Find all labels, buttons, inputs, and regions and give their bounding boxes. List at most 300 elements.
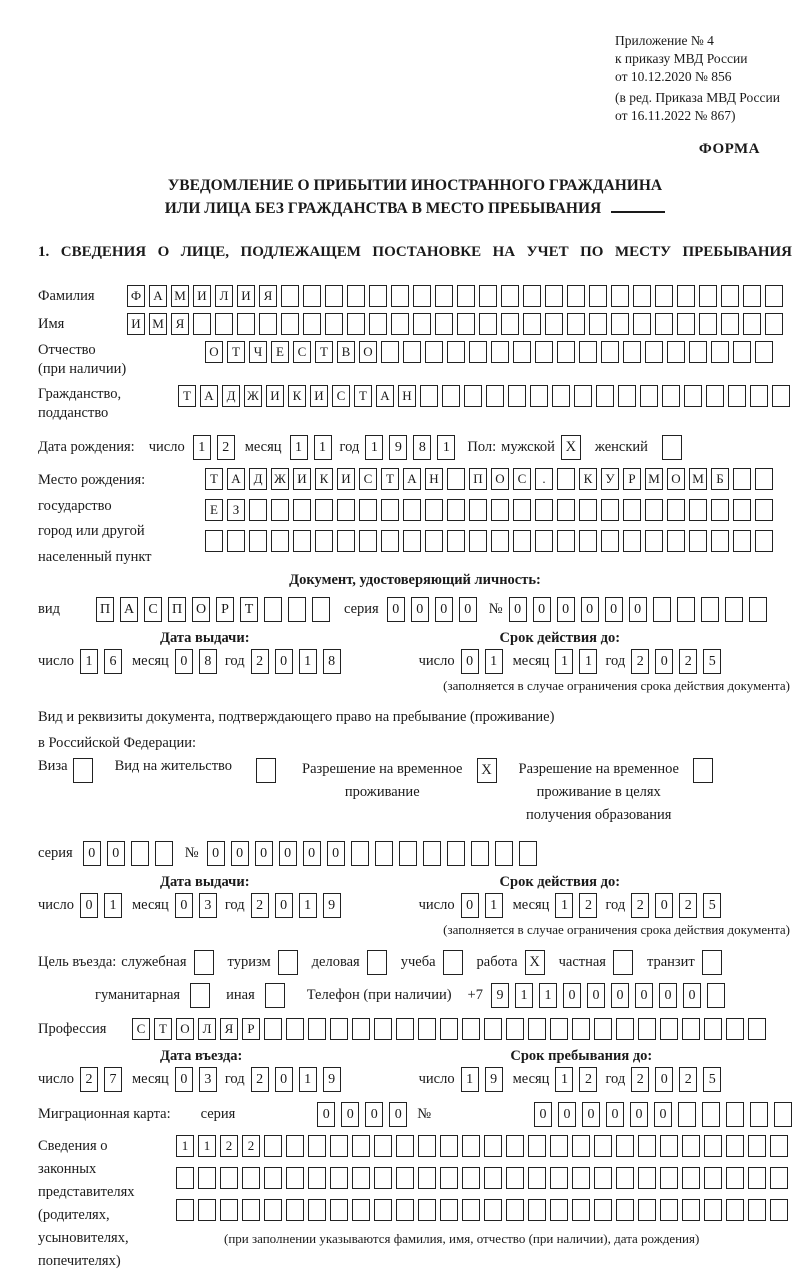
char-cell[interactable] xyxy=(638,1018,656,1040)
char-cell[interactable] xyxy=(396,1199,414,1221)
char-cell[interactable]: 9 xyxy=(323,1067,341,1092)
char-cell[interactable]: 0 xyxy=(231,841,249,866)
char-cell[interactable]: Т xyxy=(315,341,333,363)
char-cell[interactable] xyxy=(523,285,541,307)
char-cell[interactable]: И xyxy=(337,468,355,490)
char-cell[interactable] xyxy=(435,313,453,335)
purpose-business-checkbox[interactable] xyxy=(367,950,387,975)
char-cell[interactable]: 1 xyxy=(579,649,597,674)
char-cell[interactable] xyxy=(308,1018,326,1040)
char-cell[interactable] xyxy=(755,468,773,490)
char-cell[interactable]: 1 xyxy=(104,893,122,918)
char-cell[interactable] xyxy=(286,1018,304,1040)
visa-checkbox[interactable] xyxy=(73,758,93,783)
char-cell[interactable]: 0 xyxy=(563,983,581,1008)
char-cell[interactable] xyxy=(491,499,509,521)
char-cell[interactable]: 1 xyxy=(299,893,317,918)
char-cell[interactable] xyxy=(484,1167,502,1189)
char-cell[interactable]: С xyxy=(293,341,311,363)
char-cell[interactable] xyxy=(623,341,641,363)
char-cell[interactable]: А xyxy=(227,468,245,490)
char-cell[interactable] xyxy=(352,1199,370,1221)
char-cell[interactable] xyxy=(660,1135,678,1157)
char-cell[interactable]: И xyxy=(310,385,328,407)
char-cell[interactable]: Т xyxy=(178,385,196,407)
char-cell[interactable] xyxy=(579,530,597,552)
residence-permit-checkbox[interactable] xyxy=(256,758,276,783)
char-cell[interactable] xyxy=(469,341,487,363)
char-cell[interactable] xyxy=(155,841,173,866)
char-cell[interactable] xyxy=(418,1199,436,1221)
char-cell[interactable] xyxy=(596,385,614,407)
char-cell[interactable] xyxy=(440,1167,458,1189)
char-cell[interactable]: 1 xyxy=(299,649,317,674)
char-cell[interactable] xyxy=(374,1167,392,1189)
char-cell[interactable] xyxy=(413,285,431,307)
char-cell[interactable] xyxy=(447,341,465,363)
char-cell[interactable]: 0 xyxy=(655,893,673,918)
char-cell[interactable] xyxy=(425,341,443,363)
char-cell[interactable] xyxy=(684,385,702,407)
char-cell[interactable] xyxy=(506,1167,524,1189)
char-cell[interactable] xyxy=(611,313,629,335)
purpose-official-checkbox[interactable] xyxy=(194,950,214,975)
char-cell[interactable] xyxy=(594,1135,612,1157)
char-cell[interactable] xyxy=(418,1135,436,1157)
char-cell[interactable]: 5 xyxy=(703,893,721,918)
char-cell[interactable] xyxy=(677,285,695,307)
char-cell[interactable] xyxy=(770,1135,788,1157)
char-cell[interactable]: К xyxy=(315,468,333,490)
char-cell[interactable]: И xyxy=(127,313,145,335)
char-cell[interactable]: 2 xyxy=(679,1067,697,1092)
char-cell[interactable]: 0 xyxy=(558,1102,576,1127)
char-cell[interactable]: С xyxy=(144,597,162,622)
char-cell[interactable] xyxy=(375,841,393,866)
char-cell[interactable] xyxy=(403,530,421,552)
char-cell[interactable] xyxy=(495,841,513,866)
char-cell[interactable] xyxy=(667,530,685,552)
char-cell[interactable]: М xyxy=(149,313,167,335)
char-cell[interactable]: 1 xyxy=(198,1135,216,1157)
char-cell[interactable] xyxy=(286,1167,304,1189)
char-cell[interactable] xyxy=(653,597,671,622)
char-cell[interactable] xyxy=(749,597,767,622)
char-cell[interactable] xyxy=(491,341,509,363)
char-cell[interactable] xyxy=(711,341,729,363)
char-cell[interactable] xyxy=(484,1199,502,1221)
char-cell[interactable] xyxy=(702,1102,720,1127)
char-cell[interactable] xyxy=(660,1018,678,1040)
char-cell[interactable] xyxy=(748,1135,766,1157)
char-cell[interactable] xyxy=(706,385,724,407)
char-cell[interactable] xyxy=(403,341,421,363)
char-cell[interactable] xyxy=(381,499,399,521)
char-cell[interactable] xyxy=(506,1018,524,1040)
char-cell[interactable] xyxy=(557,341,575,363)
char-cell[interactable] xyxy=(750,385,768,407)
char-cell[interactable]: Т xyxy=(381,468,399,490)
char-cell[interactable] xyxy=(601,530,619,552)
char-cell[interactable] xyxy=(227,530,245,552)
char-cell[interactable]: 0 xyxy=(80,893,98,918)
char-cell[interactable]: Ж xyxy=(244,385,262,407)
char-cell[interactable]: 0 xyxy=(635,983,653,1008)
char-cell[interactable] xyxy=(633,313,651,335)
char-cell[interactable]: 0 xyxy=(461,649,479,674)
char-cell[interactable]: 0 xyxy=(435,597,453,622)
char-cell[interactable]: 0 xyxy=(655,649,673,674)
char-cell[interactable] xyxy=(469,499,487,521)
char-cell[interactable]: 0 xyxy=(534,1102,552,1127)
char-cell[interactable] xyxy=(699,285,717,307)
char-cell[interactable]: 1 xyxy=(461,1067,479,1092)
char-cell[interactable] xyxy=(662,385,680,407)
char-cell[interactable]: 0 xyxy=(655,1067,673,1092)
char-cell[interactable] xyxy=(271,530,289,552)
char-cell[interactable] xyxy=(733,341,751,363)
char-cell[interactable] xyxy=(330,1199,348,1221)
char-cell[interactable] xyxy=(572,1018,590,1040)
char-cell[interactable] xyxy=(264,1167,282,1189)
char-cell[interactable] xyxy=(572,1135,590,1157)
char-cell[interactable] xyxy=(351,841,369,866)
char-cell[interactable]: Л xyxy=(215,285,233,307)
char-cell[interactable] xyxy=(330,1018,348,1040)
char-cell[interactable] xyxy=(748,1167,766,1189)
char-cell[interactable] xyxy=(374,1018,392,1040)
char-cell[interactable] xyxy=(667,499,685,521)
char-cell[interactable]: Л xyxy=(198,1018,216,1040)
char-cell[interactable] xyxy=(369,313,387,335)
char-cell[interactable] xyxy=(660,1199,678,1221)
char-cell[interactable] xyxy=(594,1167,612,1189)
char-cell[interactable] xyxy=(530,385,548,407)
char-cell[interactable] xyxy=(442,385,460,407)
char-cell[interactable] xyxy=(286,1199,304,1221)
char-cell[interactable]: 0 xyxy=(509,597,527,622)
char-cell[interactable] xyxy=(176,1199,194,1221)
char-cell[interactable] xyxy=(425,499,443,521)
char-cell[interactable]: 1 xyxy=(365,435,383,460)
char-cell[interactable] xyxy=(249,499,267,521)
char-cell[interactable]: 5 xyxy=(703,649,721,674)
char-cell[interactable] xyxy=(645,530,663,552)
char-cell[interactable]: 0 xyxy=(611,983,629,1008)
char-cell[interactable] xyxy=(288,597,306,622)
char-cell[interactable] xyxy=(359,499,377,521)
char-cell[interactable] xyxy=(623,530,641,552)
char-cell[interactable] xyxy=(374,1199,392,1221)
char-cell[interactable] xyxy=(616,1018,634,1040)
char-cell[interactable] xyxy=(447,530,465,552)
char-cell[interactable] xyxy=(484,1135,502,1157)
char-cell[interactable] xyxy=(462,1167,480,1189)
char-cell[interactable]: П xyxy=(168,597,186,622)
char-cell[interactable]: М xyxy=(689,468,707,490)
char-cell[interactable]: 2 xyxy=(242,1135,260,1157)
char-cell[interactable] xyxy=(765,313,783,335)
char-cell[interactable] xyxy=(567,285,585,307)
char-cell[interactable]: 1 xyxy=(515,983,533,1008)
char-cell[interactable] xyxy=(403,499,421,521)
char-cell[interactable]: 0 xyxy=(533,597,551,622)
char-cell[interactable]: Т xyxy=(240,597,258,622)
char-cell[interactable] xyxy=(396,1018,414,1040)
char-cell[interactable] xyxy=(325,285,343,307)
char-cell[interactable] xyxy=(501,313,519,335)
char-cell[interactable]: М xyxy=(171,285,189,307)
char-cell[interactable] xyxy=(330,1135,348,1157)
char-cell[interactable]: А xyxy=(120,597,138,622)
char-cell[interactable] xyxy=(748,1018,766,1040)
char-cell[interactable] xyxy=(545,313,563,335)
char-cell[interactable] xyxy=(645,341,663,363)
char-cell[interactable]: 2 xyxy=(80,1067,98,1092)
char-cell[interactable] xyxy=(638,1199,656,1221)
char-cell[interactable]: Р xyxy=(242,1018,260,1040)
char-cell[interactable] xyxy=(638,1167,656,1189)
char-cell[interactable]: 1 xyxy=(80,649,98,674)
char-cell[interactable]: 0 xyxy=(630,1102,648,1127)
char-cell[interactable] xyxy=(682,1018,700,1040)
char-cell[interactable] xyxy=(523,313,541,335)
char-cell[interactable]: 0 xyxy=(175,893,193,918)
char-cell[interactable] xyxy=(640,385,658,407)
char-cell[interactable] xyxy=(435,285,453,307)
char-cell[interactable]: 1 xyxy=(437,435,455,460)
char-cell[interactable] xyxy=(198,1199,216,1221)
char-cell[interactable] xyxy=(725,597,743,622)
char-cell[interactable] xyxy=(574,385,592,407)
char-cell[interactable] xyxy=(308,1135,326,1157)
char-cell[interactable]: 0 xyxy=(327,841,345,866)
char-cell[interactable]: 0 xyxy=(557,597,575,622)
char-cell[interactable] xyxy=(677,313,695,335)
char-cell[interactable]: 0 xyxy=(83,841,101,866)
char-cell[interactable]: Я xyxy=(171,313,189,335)
char-cell[interactable]: К xyxy=(288,385,306,407)
char-cell[interactable] xyxy=(352,1135,370,1157)
char-cell[interactable] xyxy=(391,313,409,335)
char-cell[interactable] xyxy=(330,1167,348,1189)
char-cell[interactable] xyxy=(623,499,641,521)
char-cell[interactable] xyxy=(220,1199,238,1221)
char-cell[interactable]: Д xyxy=(249,468,267,490)
char-cell[interactable]: А xyxy=(149,285,167,307)
char-cell[interactable] xyxy=(471,841,489,866)
char-cell[interactable]: 0 xyxy=(683,983,701,1008)
char-cell[interactable]: 0 xyxy=(107,841,125,866)
char-cell[interactable]: 0 xyxy=(387,597,405,622)
char-cell[interactable]: О xyxy=(491,468,509,490)
char-cell[interactable] xyxy=(391,285,409,307)
char-cell[interactable]: 0 xyxy=(606,1102,624,1127)
char-cell[interactable] xyxy=(616,1135,634,1157)
char-cell[interactable] xyxy=(557,499,575,521)
char-cell[interactable] xyxy=(552,385,570,407)
char-cell[interactable] xyxy=(704,1135,722,1157)
char-cell[interactable]: 0 xyxy=(317,1102,335,1127)
char-cell[interactable] xyxy=(772,385,790,407)
temp-residence-edu-checkbox[interactable] xyxy=(693,758,713,783)
char-cell[interactable] xyxy=(755,341,773,363)
char-cell[interactable]: 0 xyxy=(303,841,321,866)
char-cell[interactable] xyxy=(726,1167,744,1189)
char-cell[interactable]: 0 xyxy=(459,597,477,622)
char-cell[interactable]: А xyxy=(403,468,421,490)
char-cell[interactable]: Т xyxy=(154,1018,172,1040)
char-cell[interactable] xyxy=(315,530,333,552)
char-cell[interactable] xyxy=(774,1102,792,1127)
char-cell[interactable] xyxy=(352,1167,370,1189)
char-cell[interactable]: 0 xyxy=(341,1102,359,1127)
char-cell[interactable]: 9 xyxy=(323,893,341,918)
char-cell[interactable] xyxy=(249,530,267,552)
char-cell[interactable] xyxy=(462,1018,480,1040)
char-cell[interactable] xyxy=(484,1018,502,1040)
char-cell[interactable] xyxy=(704,1199,722,1221)
char-cell[interactable] xyxy=(264,597,282,622)
char-cell[interactable] xyxy=(440,1135,458,1157)
char-cell[interactable] xyxy=(347,313,365,335)
char-cell[interactable] xyxy=(572,1199,590,1221)
char-cell[interactable] xyxy=(418,1018,436,1040)
char-cell[interactable] xyxy=(381,530,399,552)
char-cell[interactable]: Б xyxy=(711,468,729,490)
char-cell[interactable]: 2 xyxy=(679,893,697,918)
char-cell[interactable] xyxy=(528,1199,546,1221)
char-cell[interactable]: Ж xyxy=(271,468,289,490)
purpose-humanitarian-checkbox[interactable] xyxy=(190,983,210,1008)
char-cell[interactable] xyxy=(396,1167,414,1189)
char-cell[interactable] xyxy=(264,1199,282,1221)
char-cell[interactable] xyxy=(572,1167,590,1189)
char-cell[interactable] xyxy=(682,1135,700,1157)
char-cell[interactable] xyxy=(369,285,387,307)
char-cell[interactable] xyxy=(689,341,707,363)
char-cell[interactable] xyxy=(567,313,585,335)
char-cell[interactable] xyxy=(535,499,553,521)
char-cell[interactable] xyxy=(528,1135,546,1157)
char-cell[interactable] xyxy=(550,1135,568,1157)
char-cell[interactable] xyxy=(281,313,299,335)
char-cell[interactable]: 0 xyxy=(207,841,225,866)
char-cell[interactable]: 0 xyxy=(629,597,647,622)
char-cell[interactable] xyxy=(469,530,487,552)
char-cell[interactable]: И xyxy=(293,468,311,490)
char-cell[interactable]: 2 xyxy=(679,649,697,674)
char-cell[interactable] xyxy=(682,1167,700,1189)
char-cell[interactable] xyxy=(528,1167,546,1189)
char-cell[interactable]: Ф xyxy=(127,285,145,307)
char-cell[interactable]: З xyxy=(227,499,245,521)
char-cell[interactable] xyxy=(660,1167,678,1189)
char-cell[interactable]: 1 xyxy=(539,983,557,1008)
char-cell[interactable]: 0 xyxy=(654,1102,672,1127)
char-cell[interactable]: 5 xyxy=(703,1067,721,1092)
char-cell[interactable]: А xyxy=(376,385,394,407)
char-cell[interactable]: О xyxy=(176,1018,194,1040)
char-cell[interactable] xyxy=(748,1199,766,1221)
char-cell[interactable] xyxy=(601,341,619,363)
char-cell[interactable]: 1 xyxy=(485,649,503,674)
purpose-private-checkbox[interactable] xyxy=(613,950,633,975)
char-cell[interactable] xyxy=(579,341,597,363)
char-cell[interactable]: 1 xyxy=(299,1067,317,1092)
char-cell[interactable]: 2 xyxy=(579,893,597,918)
char-cell[interactable] xyxy=(303,285,321,307)
purpose-other-checkbox[interactable] xyxy=(265,983,285,1008)
char-cell[interactable]: 1 xyxy=(176,1135,194,1157)
char-cell[interactable]: 0 xyxy=(275,1067,293,1092)
char-cell[interactable] xyxy=(594,1018,612,1040)
char-cell[interactable]: 2 xyxy=(217,435,235,460)
char-cell[interactable]: 1 xyxy=(485,893,503,918)
char-cell[interactable]: Я xyxy=(259,285,277,307)
purpose-transit-checkbox[interactable] xyxy=(702,950,722,975)
char-cell[interactable] xyxy=(425,530,443,552)
char-cell[interactable]: 1 xyxy=(555,893,573,918)
char-cell[interactable] xyxy=(359,530,377,552)
char-cell[interactable]: Т xyxy=(205,468,223,490)
char-cell[interactable] xyxy=(611,285,629,307)
char-cell[interactable] xyxy=(242,1199,260,1221)
char-cell[interactable] xyxy=(399,841,417,866)
purpose-work-checkbox[interactable]: X xyxy=(525,950,545,975)
char-cell[interactable] xyxy=(699,313,717,335)
char-cell[interactable] xyxy=(707,983,725,1008)
char-cell[interactable] xyxy=(486,385,504,407)
char-cell[interactable] xyxy=(381,341,399,363)
char-cell[interactable]: У xyxy=(601,468,619,490)
char-cell[interactable]: 2 xyxy=(631,649,649,674)
char-cell[interactable]: 0 xyxy=(389,1102,407,1127)
char-cell[interactable] xyxy=(550,1199,568,1221)
char-cell[interactable] xyxy=(557,530,575,552)
char-cell[interactable] xyxy=(352,1018,370,1040)
char-cell[interactable]: 3 xyxy=(199,1067,217,1092)
char-cell[interactable]: Ч xyxy=(249,341,267,363)
char-cell[interactable] xyxy=(308,1199,326,1221)
char-cell[interactable] xyxy=(131,841,149,866)
char-cell[interactable] xyxy=(462,1135,480,1157)
char-cell[interactable] xyxy=(501,285,519,307)
char-cell[interactable]: Т xyxy=(227,341,245,363)
char-cell[interactable] xyxy=(440,1199,458,1221)
char-cell[interactable]: Е xyxy=(205,499,223,521)
char-cell[interactable] xyxy=(513,530,531,552)
char-cell[interactable] xyxy=(506,1199,524,1221)
char-cell[interactable]: Я xyxy=(220,1018,238,1040)
char-cell[interactable] xyxy=(281,285,299,307)
char-cell[interactable]: К xyxy=(579,468,597,490)
char-cell[interactable] xyxy=(655,313,673,335)
char-cell[interactable]: 0 xyxy=(255,841,273,866)
char-cell[interactable]: В xyxy=(337,341,355,363)
char-cell[interactable] xyxy=(396,1135,414,1157)
char-cell[interactable]: 0 xyxy=(659,983,677,1008)
char-cell[interactable]: О xyxy=(667,468,685,490)
char-cell[interactable]: 0 xyxy=(581,597,599,622)
char-cell[interactable] xyxy=(440,1018,458,1040)
char-cell[interactable] xyxy=(535,341,553,363)
char-cell[interactable]: 9 xyxy=(485,1067,503,1092)
char-cell[interactable] xyxy=(616,1199,634,1221)
char-cell[interactable] xyxy=(743,313,761,335)
char-cell[interactable] xyxy=(550,1018,568,1040)
char-cell[interactable]: 0 xyxy=(275,649,293,674)
